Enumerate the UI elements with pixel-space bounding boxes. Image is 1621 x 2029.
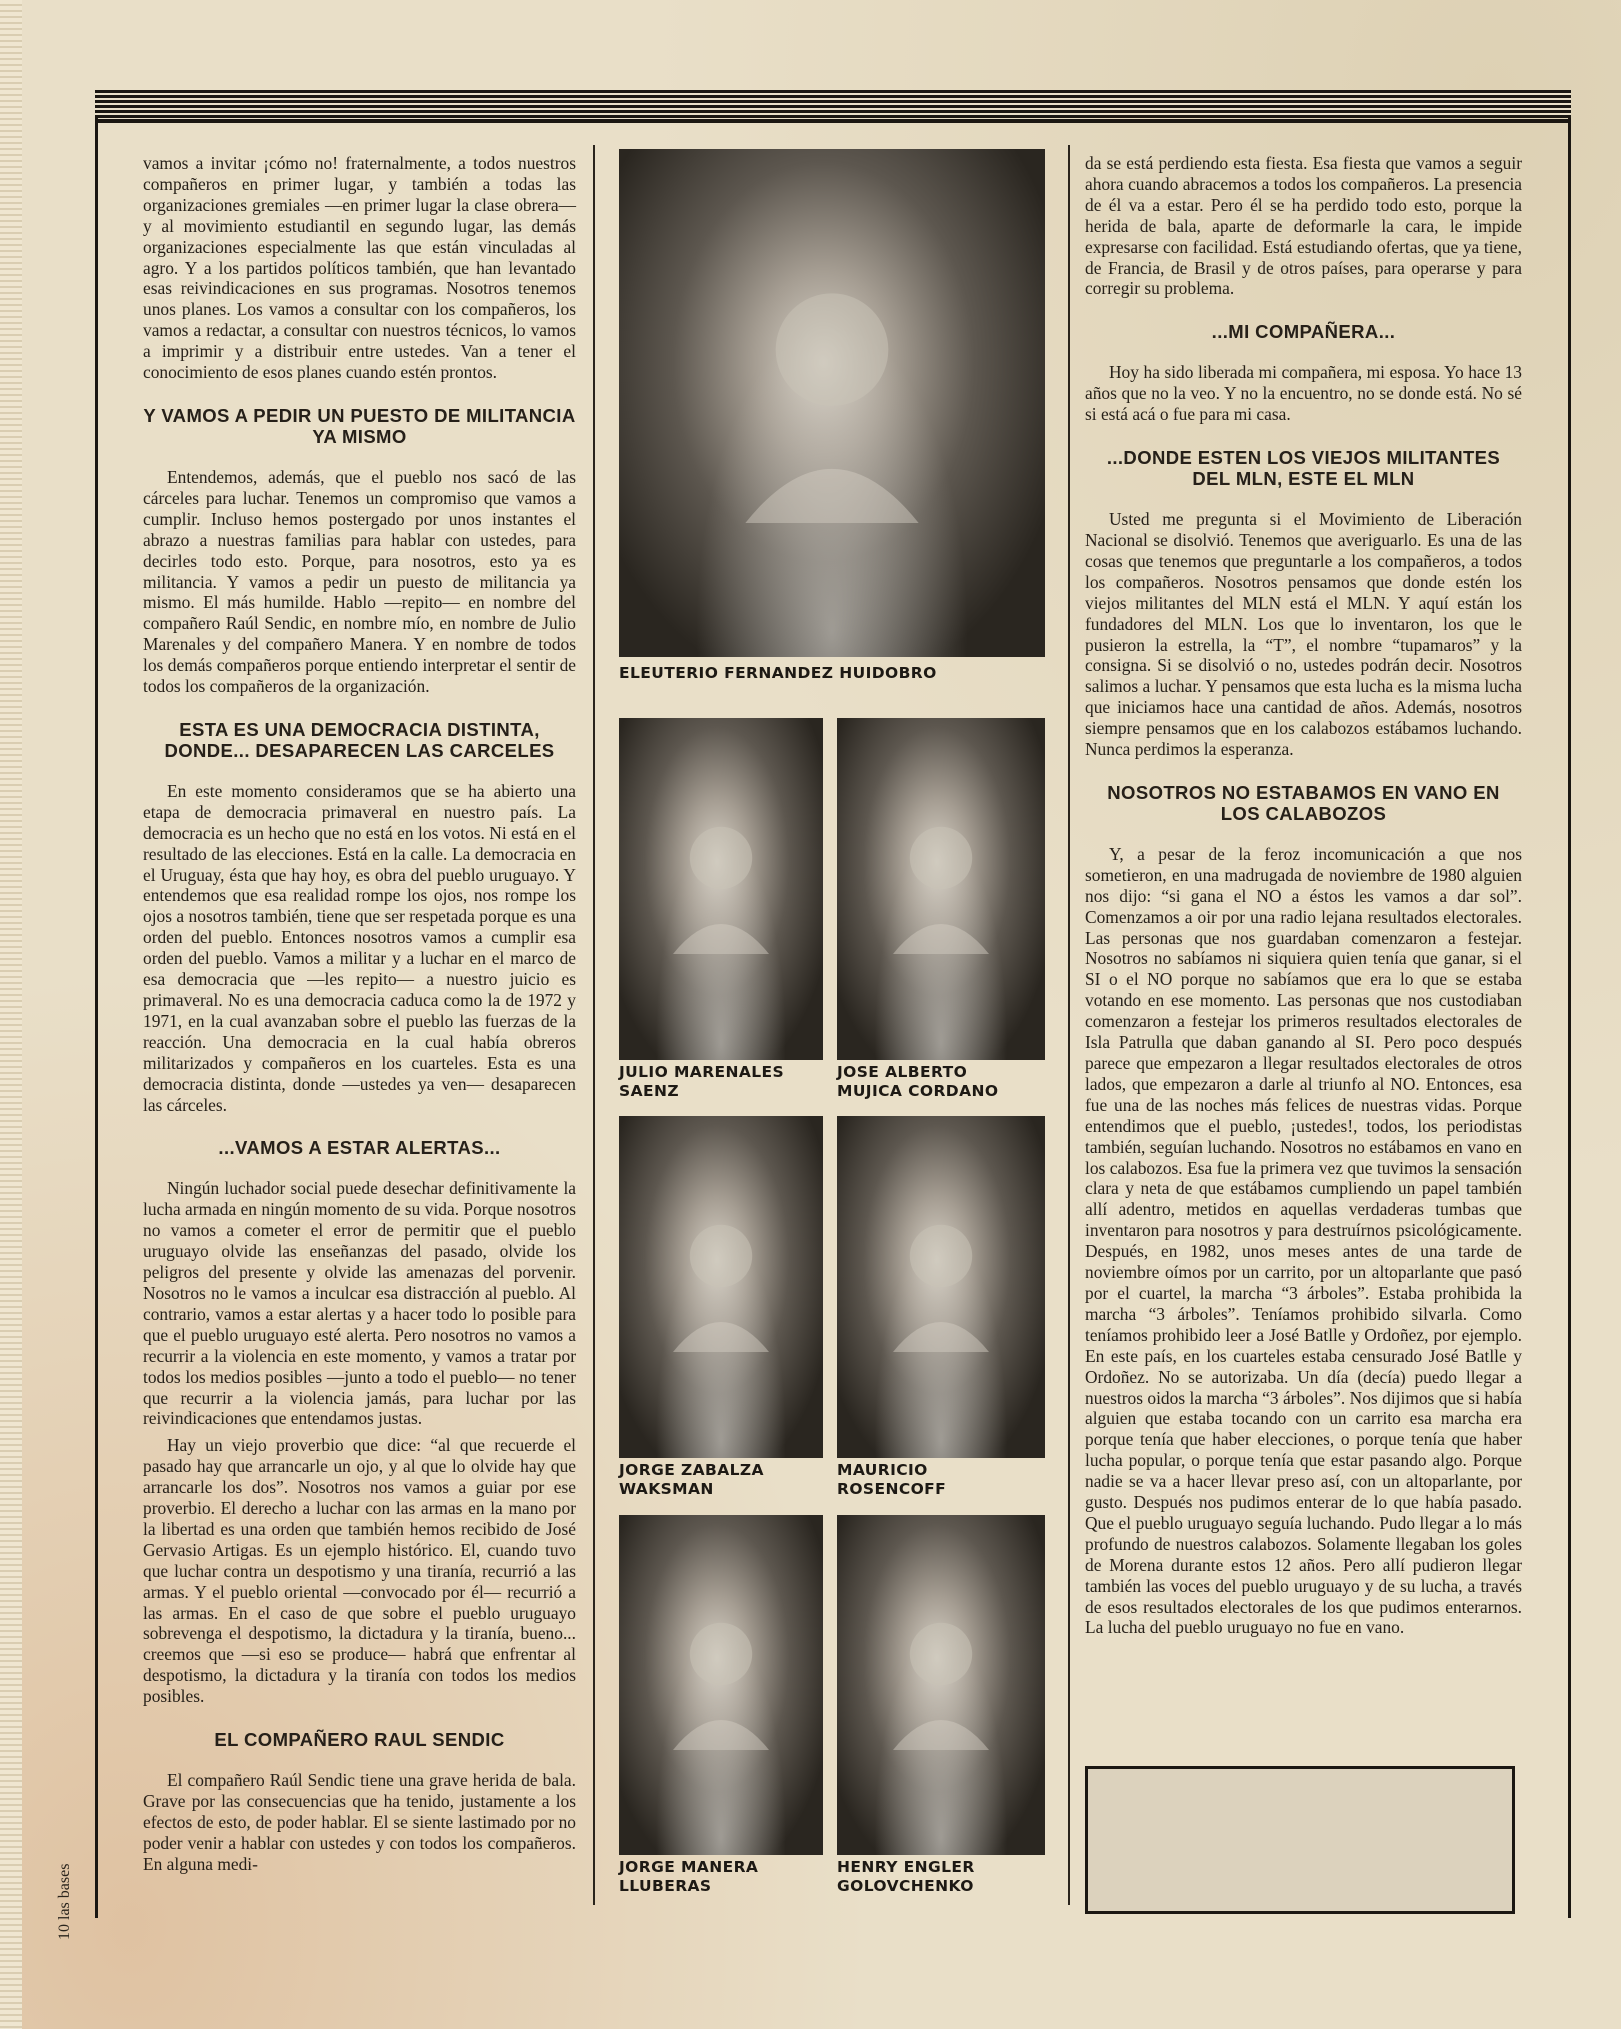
person-portrait-icon — [661, 1205, 781, 1355]
column-left — [143, 153, 576, 1881]
col3-intro: da se está perdiendo esta fiesta. Esa fiesta que vamos a seguir ahora cuando abracemos a todos los compañeros. La presencia de él va a estar. Pero él se ha perdido todo esto, porque la herida de bala, aparte de deformarle la cara, le impide expresarse con facilidad. Está estudiando ofertas, que ya tiene, de Francia, de Brasil y de otros países, para operarse y para corregir su problema. — [1085, 153, 1522, 299]
caption-mujica — [837, 1063, 998, 1100]
photo-fernandez-huidobro — [619, 149, 1045, 657]
col1-paragraph-2: En este momento consideramos que se ha abierto una etapa de democracia primaveral en nuestro país. La democracia es un hecho que no está en los votos. Ni está en el resultado de las elecciones. Está en la calle. La democracia en el Uruguay, ésta que hay hoy, es obra del pueblo uruguayo. Y entendemos que esa realidad rompe los ojos, nos rompe los ojos a nosotros también, tiene que ser respetada porque es una orden del pueblo. Entonces nosotros vamos a cumplir esa orden del pueblo. Vamos a militar y a luchar en el marco de esa democracia que —les repito— a nuestro juicio es primaveral. No es una democracia caduca como la de 1972 y 1971, en la cual avanzaban sobre el pueblo las fuerzas de la reacción. Una democracia en la cual había obreros militarizados y compañeros en los cuarteles. Esta es una democracia distinta, donde —ustedes ya ven— desaparecen las cárceles. — [143, 780, 576, 1115]
col1-intro: vamos a invitar ¡cómo no! fraternalmente, a todos nuestros compañeros en primer lugar, y también a todas las organizaciones gremiales —en primer lugar la clase obrera— y al movimiento estudiantil en segundo lugar, las demás organizaciones especialmente las que están vinculadas al agro. Y a los partidos políticos también, que han levantado esas reivindicaciones en sus programas. Nosotros tenemos unos planes. Los vamos a consultar con los compañeros, los vamos a redactar, a consultar con nuestros técnicos, lo vamos a imprimir y a distribuir entre ustedes. Van a tener el conocimiento de esos planes cuando estén prontos. — [143, 153, 576, 383]
person-portrait-icon — [661, 807, 781, 957]
caption-fernandez-huidobro: ELEUTERIO FERNANDEZ HUIDOBRO — [619, 664, 937, 682]
photo-manera — [619, 1515, 823, 1855]
column-divider-right — [1068, 145, 1070, 1905]
caption-rosencoff-line2: ROSENCOFF — [837, 1479, 947, 1498]
column-right — [1085, 153, 1522, 1644]
caption-engler-line2: GOLOVCHENKO — [837, 1876, 974, 1895]
caption-marenales-line1: JULIO MARENALES — [619, 1063, 785, 1081]
heading-democracia-distinta: ESTA ES UNA DEMOCRACIA DISTINTA, DONDE... DESAPARECEN LAS CARCELES — [164, 718, 555, 761]
heading-viejos-militantes: ...DONDE ESTEN LOS VIEJOS MILITANTES DEL MLN, ESTE EL MLN — [1106, 447, 1501, 490]
caption-manera-line1: JORGE MANERA — [619, 1858, 759, 1876]
heading-raul-sendic: EL COMPAÑERO RAUL SENDIC — [214, 1729, 505, 1751]
caption-marenales — [619, 1063, 784, 1100]
col1-paragraph-1: Entendemos, además, que el pueblo nos sacó de las cárceles para luchar. Tenemos un compromiso que vamos a cumplir. Incluso hemos postergado por unos instantes el abrazo a nuestras familias para hablar con ustedes, para decirles todo esto. Porque, para nosotros, esto ya es militancia. Y vamos a pedir un puesto de militancia ya mismo. El más humilde. Hablo —repito— en nombre del compañero Raúl Sendic, en nombre mío, en nombre de Julio Marenales y del compañero Manera. Y en nombre de todos los demás compañeros porque entiendo interpretar el sentir de todos los compañeros de la organización. — [143, 466, 576, 697]
caption-zabalza-line1: JORGE ZABALZA — [619, 1461, 764, 1479]
caption-manera-line2: LLUBERAS — [619, 1876, 712, 1895]
col1-paragraph-3: Ningún luchador social puede desechar definitivamente la lucha armada en ningún momento de su vida. Porque nosotros no vamos a cometer el error de permitir que el pueblo uruguayo olvide las enseñanzas del pasado, olvide los peligros del presente y olvide las amenazas del porvenir. Nosotros no le vamos a inculcar esa distracción al pueblo. Al contrario, vamos a estar alertas y a hacer todo lo posible para que el pueblo uruguayo esté alerta. Pero nosotros no vamos a recurrir a la violencia en este momento, y vamos a tratar por todos los medios posibles —junto a todo el pueblo— no tener que recurrir a la violencia jamás, para luchar por las reivindicaciones que entendamos justas. — [143, 1178, 576, 1429]
blank-box — [1085, 1766, 1515, 1914]
caption-rosencoff-line1: MAURICIO — [837, 1461, 928, 1479]
caption-rosencoff — [837, 1461, 946, 1498]
person-portrait-icon — [722, 263, 942, 523]
person-portrait-icon — [881, 807, 1001, 957]
person-portrait-icon — [661, 1603, 781, 1753]
col3-paragraph-2: Usted me pregunta si el Movimiento de Liberación Nacional se disolvió. Tenemos que averiguarlo. Es una de las cosas que tenemos que preguntarle a los compañeros, a todos los compañeros. Nosotros pensamos que donde estén los viejos militantes del MLN está el MLN. Y aquí están los fundadores del MLN. Los que lo inventaron, los que le pusieron la estrella, la “T”, el nombre “tupamaros” y la consigna. Si se disolvió o no, ustedes podrán decir. Nosotros salimos a luchar. Y pensamos que esta lucha es la misma lucha que iniciamos hace una cantidad de años. Además, nosotros siempre pensamos que en los calabozos estábamos luchando. Nunca perdimos la esperanza. — [1085, 509, 1522, 760]
caption-zabalza-line2: WAKSMAN — [619, 1479, 714, 1498]
col3-paragraph-1: Hoy ha sido liberada mi compañera, mi esposa. Yo hace 13 años que no la veo. Y no la encuentro, no se donde está. No sé si está acá o fue para mi casa. — [1085, 362, 1522, 425]
page-folio: 10 las bases — [56, 1863, 73, 1940]
heading-alertas: ...VAMOS A ESTAR ALERTAS... — [218, 1137, 501, 1159]
top-rule — [95, 90, 1571, 118]
caption-engler — [837, 1858, 975, 1895]
caption-manera — [619, 1858, 758, 1895]
col3-paragraph-3: Y, a pesar de la feroz incomunicación a que nos sometieron, en una madrugada de noviembre de 1980 alguien nos dijo: “si gana el NO a éstos les vamos a dar sol”. Comenzamos a oir por una radio lejana resultados electorales. Las personas que nos guardaban comenzaron a festejar. Nosotros no sabíamos ni siquiera quien tenía que ganar, si el SI o el NO porque no sabíamos que era lo que se estaba votando en ese momento. Las personas que nos custodiaban comenzaron a festejar los primeros resultados electorales de Isla Patrulla que daban ganando al SI. Pero poco después parece que empezaron a llegar resultados electorales de otros lados, que empezaron a darle al triunfo al NO. Entonces, esa fue una de las noches más felices de nuestras vidas. Porque entendimos que el pueblo, ¡ustedes!, todos, los periodistas también, seguían luchando. Nosotros no estábamos en vano en los calabozos. Esa fue la primera vez que tuvimos la sensación clara y neta de que estábamos cumpliendo un papel también allí adentro, metidos en aquellas verdaderas tumbas que inventaron para nosotros y para destruírnos psicológicamente. Después, en 1982, unos meses antes de una tarde de noviembre oímos por un carrito, por un altoparlante que pasó por el cuartel, la marcha “3 árboles”. Estaba prohibida la marcha “3 árboles”. Teníamos prohibido silvarla. Como teníamos prohibido leer a José Batlle y Ordoñez, por ejemplo. En este país, en los cuarteles estaba censurado José Batlle y Ordoñez. No se autorizaba. Un día (decía) puedo llegar a nuestros oidos la marcha “3 árboles”. Nos dijimos que si había alguien que estaba tocando con un carrito esa marcha era porque tenía que haber elecciones, o porque tenía que haber lucha popular, o porque tenía que estar pasando algo. Porque nadie se va a hacer llevar preso así, con un altoparlante, por gusto. Después nos pudimos enterar de lo que había pasado. Que el pueblo uruguayo seguía luchando. Pudo llegar a lo más profundo de nuestros calabozos. Solamente llegaban los goles de Morena durante estos 12 años. Pero allí pudieron llegar también las voces del pueblo uruguayo y de su lucha, a través de esos resultados electorales de los que pudimos enterarnos. La lucha del pueblo uruguayo no fue en vano. — [1085, 843, 1522, 1638]
column-divider-left — [593, 145, 595, 1905]
person-portrait-icon — [881, 1205, 1001, 1355]
caption-engler-line1: HENRY ENGLER — [837, 1858, 975, 1876]
caption-mujica-line2: MUJICA CORDANO — [837, 1081, 999, 1100]
caption-marenales-line2: SAENZ — [619, 1081, 679, 1100]
person-portrait-icon — [881, 1603, 1001, 1753]
col1-paragraph-4: Hay un viejo proverbio que dice: “al que recuerde el pasado hay que arrancarle un ojo, y al que lo olvide hay que arrancarle los dos”. Nosotros nos vamos a guiar por ese proverbio. El derecho a luchar con las armas en la mano por la libertad es una orden que también hemos recibido de José Gervasio Artigas. Es un ejemplo histórico. El, cuando tuvo que luchar contra un despotismo y una tiranía, recurrió a las armas. Y el pueblo oriental —convocado por él— recurrió a las armas. En el caso de que sobre el pueblo uruguayo sobrevenga el despotismo, la dictadura y la tiranía, bueno... creemos que —si eso se produce— habrá que enfrentar al despotismo, la dictadura y la tiranía con todos los medios posibles. — [143, 1435, 576, 1707]
heading-calabozos: NOSOTROS NO ESTABAMOS EN VANO EN LOS CALABOZOS — [1107, 781, 1500, 824]
heading-mi-companera: ...MI COMPAÑERA... — [1211, 321, 1396, 343]
heading-puesto-militancia: Y VAMOS A PEDIR UN PUESTO DE MILITANCIA YA MISMO — [143, 404, 576, 447]
photo-engler — [837, 1515, 1045, 1855]
photo-mujica — [837, 718, 1045, 1060]
caption-zabalza — [619, 1461, 764, 1498]
col1-paragraph-5: El compañero Raúl Sendic tiene una grave herida de bala. Grave por las consecuencias que ha tenido, justamente a los efectos de esto, de poder hablar. El se siente lastimado por no poder venir a hablar con ustedes y con todos los compañeros. En alguna medi- — [143, 1770, 576, 1874]
photo-rosencoff — [837, 1116, 1045, 1458]
caption-mujica-line1: JOSE ALBERTO — [837, 1063, 968, 1081]
photo-marenales — [619, 718, 823, 1060]
photo-zabalza — [619, 1116, 823, 1458]
page-edge — [0, 0, 22, 2029]
